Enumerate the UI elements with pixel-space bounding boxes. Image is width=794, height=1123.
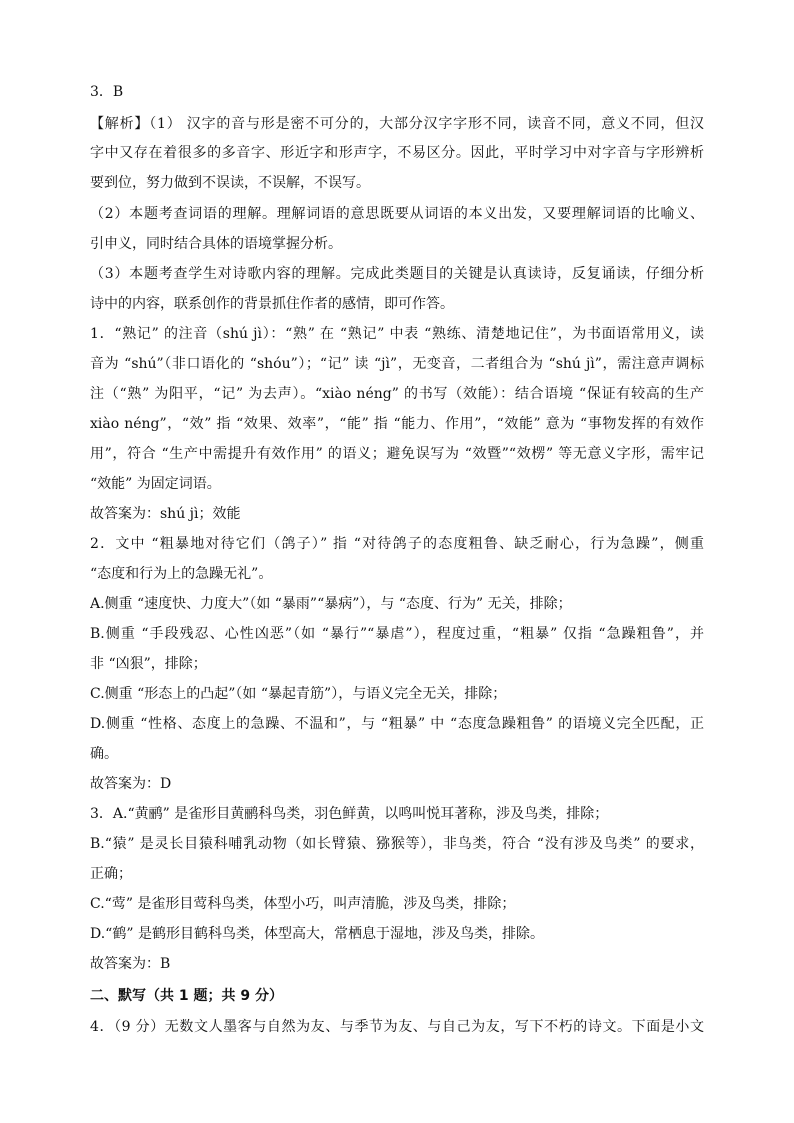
text-line: 4．（9 分）无数文人墨客与自然为友、与季节为友、与自己为友，写下不朽的诗文。下面是小文 [90,1019,704,1035]
text-line: “效能” 为固定词语。 [90,476,221,492]
text-line: 确。 [90,746,118,762]
text-line: 3．B [90,84,124,100]
text-line: 故答案为：shú jì；效能 [90,506,241,522]
text-line: B.侧重 “手段残忍、心性凶恶”（如 “暴行”“暴虐”），程度过重，“粗暴” 仅指 “急躁粗鲁”，并 [90,626,704,642]
text-line: 引申义，同时结合具体的语境掌握分析。 [90,236,342,252]
text-line: C.侧重 “形态上的凸起”（如 “暴起青筋”），与语义完全无关，排除； [90,686,507,702]
text-line: 字中又存在着很多的多音字、形近字和形声字，不易区分。因此，平时学习中对字音与字形辨析 [90,145,704,161]
text-line: 音为 “shú”（非口语化的 “shóu”）；“记” 读 “jì”，无变音，二者组合为 “shú jì”，需注意声调标 [90,356,704,372]
text-line: 3．A.“黄鹂” 是雀形目黄鹂科鸟类，羽色鲜黄，以鸣叫悦耳著称，涉及鸟类，排除； [90,806,609,822]
text-line: 诗中的内容，联系创作的背景抓住作者的感情，即可作答。 [90,296,454,312]
text-line: 2．文中 “粗暴地对待它们（鸽子）” 指 “对待鸽子的态度粗鲁、缺乏耐心，行为急躁”，侧重 [90,536,704,552]
text-line: xiào néng”，“效” 指 “效果、效率”，“能” 指 “能力、作用”，“效能” 意为 “事物发挥的有效作 [90,416,704,432]
text-line: “态度和行为上的急躁无礼”。 [90,566,273,582]
text-line: 要到位，努力做到不误读，不误解，不误写。 [90,175,370,191]
text-line: 1．“熟记” 的注音（shú jì）：“熟” 在 “熟记” 中表 “熟练、清楚地记住”，为书面语常用义，读 [90,326,704,342]
text-line: （2）本题考查词语的理解。理解词语的意思既要从词语的本义出发，又要理解词语的比喻义、 [90,206,704,222]
text-line: 【解析】（1） 汉字的音与形是密不可分的，大部分汉字字形不同，读音不同，意义不同，但汉 [90,116,704,132]
section-heading: 二、默写（共 1 题；共 9 分） [90,988,283,1004]
text-line: 正确； [90,866,132,882]
text-line: 非 “凶狠”，排除； [90,656,207,672]
text-line: 用”，符合 “生产中需提升有效作用” 的语义；避免误写为 “效暨”“效楞” 等无意义字形，需牢记 [90,446,704,462]
text-line: D.“鹤” 是鹤形目鹤科鸟类，体型高大，常栖息于湿地，涉及鸟类，排除。 [90,926,544,942]
text-line: D.侧重 “性格、态度上的急躁、不温和”，与 “粗暴” 中 “态度急躁粗鲁” 的语境义完全匹配，正 [90,716,704,732]
text-line: 故答案为：D [90,776,172,792]
text-line: C.“莺” 是雀形目莺科鸟类，体型小巧，叫声清脆，涉及鸟类，排除； [90,896,516,912]
text-line: （3）本题考查学生对诗歌内容的理解。完成此类题目的关键是认真读诗，反复诵读，仔细分析 [90,266,704,282]
text-line: A.侧重 “速度快、力度大”（如 “暴雨”“暴病”），与 “态度、行为” 无关，排除； [90,596,572,612]
text-line: 注（“熟” 为阳平，“记” 为去声）。“xiào néng” 的书写（效能）：结合语境 “保证有较高的生产 [90,386,704,402]
text-line: B.“猿” 是灵长目猿科哺乳动物（如长臂猿、猕猴等），非鸟类，符合 “没有涉及鸟类” 的要求， [90,836,704,852]
text-line: 故答案为：B [90,956,171,972]
